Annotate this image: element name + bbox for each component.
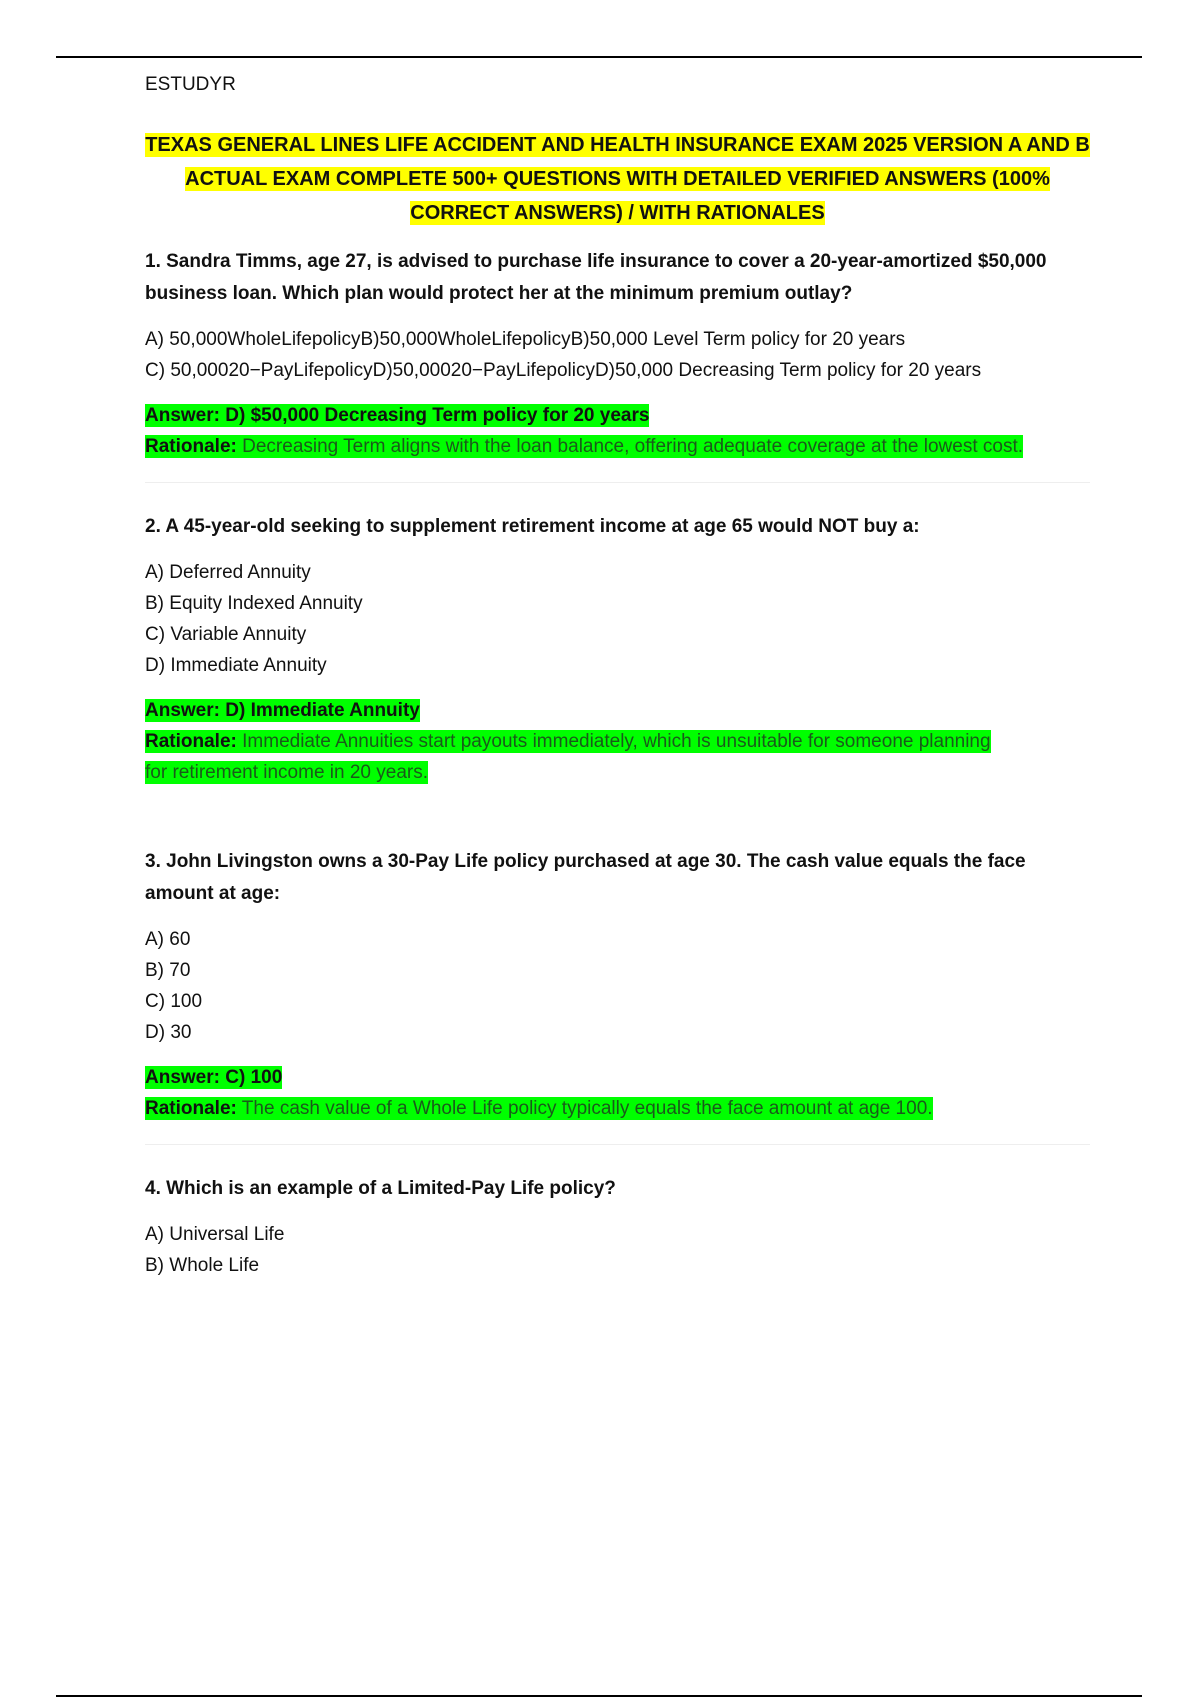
rationale-text: The cash value of a Whole Life policy typically equals the face amount at age 100. [236,1098,933,1119]
rationale-line [145,761,428,784]
question-separator [145,482,1090,483]
rationale-text: for retirement income in 20 years. [145,762,429,783]
answer-block [145,695,1090,788]
answer-line: Answer: D) Immediate Annuity [145,700,420,721]
question-line: 4. Which is an example of a Limited-Pay Life policy? [145,1178,616,1199]
question-block-1 [145,246,1090,462]
question-block-3 [145,846,1090,1124]
options-list [145,924,1090,1048]
question-text [145,1173,1090,1205]
answer-line: Answer: C) 100 [145,1067,283,1088]
bottom-rule [56,1695,1142,1697]
question-separator [145,1144,1090,1145]
title-line-1: TEXAS GENERAL LINES LIFE ACCIDENT AND HEALTH INSURANCE EXAM 2025 VERSION A AND B [145,134,1090,156]
question-line: 2. A 45-year-old seeking to supplement retirement income at age 65 would NOT buy a: [145,516,920,537]
rationale-line [145,435,1023,458]
option-item: D) 30 [145,1022,192,1043]
question-block-4 [145,1173,1090,1281]
question-line: business loan. Which plan would protect her at the minimum premium outlay? [145,283,853,304]
rationale-label: Rationale: [145,1098,237,1119]
option-item: C) Variable Annuity [145,624,307,645]
rationale-label: Rationale: [145,436,237,457]
option-item: A) 60 [145,929,191,950]
option-item: B) Whole Life [145,1255,260,1276]
question-text [145,846,1090,910]
option-item: D) Immediate Annuity [145,655,327,676]
option-item: A) 50,000WholeLifepolicyB)50,000WholeLifepolicyB)50,000 Level Term policy for 20 years [145,329,906,350]
top-rule [56,56,1142,58]
option-item: A) Universal Life [145,1224,285,1245]
answer-block [145,1062,1090,1124]
rationale-text: Decreasing Term aligns with the loan balance, offering adequate coverage at the lowest cost. [236,436,1024,457]
question-line: 3. John Livingston owns a 30-Pay Life policy purchased at age 30. The cash value equals the face [145,851,1026,872]
title-line-3: CORRECT ANSWERS) / WITH RATIONALES [410,202,825,224]
answer-line: Answer: D) $50,000 Decreasing Term policy for 20 years [145,405,650,426]
rationale-line [145,1097,933,1120]
option-item: B) 70 [145,960,191,981]
title-line-2: ACTUAL EXAM COMPLETE 500+ QUESTIONS WITH DETAILED VERIFIED ANSWERS (100% [185,168,1050,190]
document-body [145,72,1090,1295]
option-item: A) Deferred Annuity [145,562,311,583]
options-list [145,557,1090,681]
option-item: C) 100 [145,991,203,1012]
question-text [145,246,1090,310]
option-item: C) 50,00020−PayLifepolicyD)50,00020−PayLifepolicyD)50,000 Decreasing Term policy for 20 years [145,360,982,381]
rationale-label: Rationale: [145,731,237,752]
question-block-2 [145,511,1090,788]
question-text [145,511,1090,543]
options-list [145,1219,1090,1281]
spacer [145,788,1090,846]
question-line: amount at age: [145,883,281,904]
options-list [145,324,1090,386]
header-label: ESTUDYR [145,74,236,95]
answer-block [145,400,1090,462]
question-line: 1. Sandra Timms, age 27, is advised to purchase life insurance to cover a 20-year-amortized $50,000 [145,251,1047,272]
rationale-line [145,730,991,753]
rationale-text: Immediate Annuities start payouts immediately, which is unsuitable for someone planning [236,731,991,752]
document-title [145,128,1090,230]
option-item: B) Equity Indexed Annuity [145,593,363,614]
